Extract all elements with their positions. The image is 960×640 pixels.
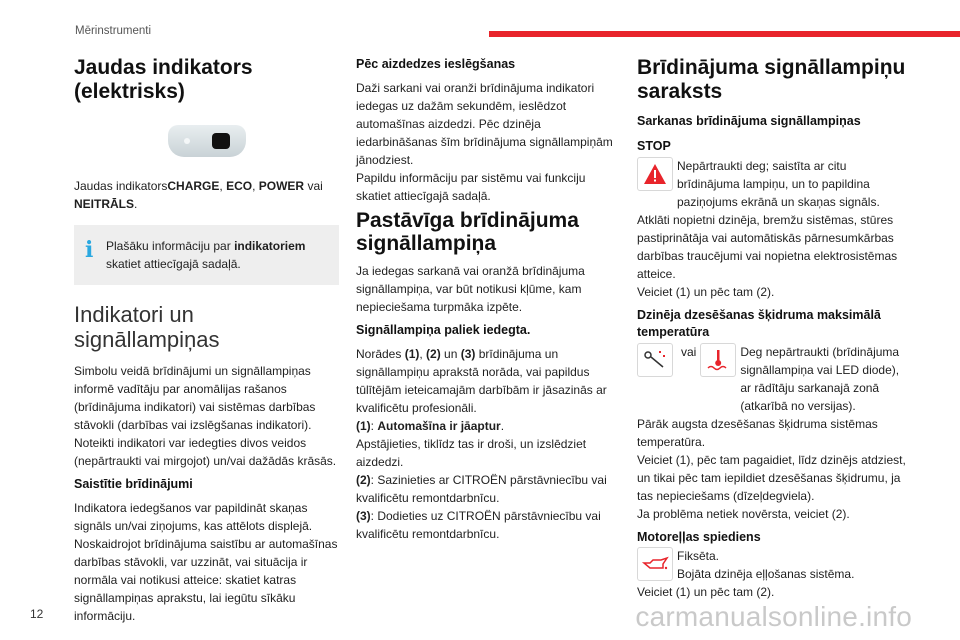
- power-gauge-image: [168, 125, 246, 157]
- related-warnings-title: Saistītie brīdinājumi: [74, 477, 193, 492]
- coolant-text-1: Deg nepārtraukti (brīdinājuma signāllampiņa vai LED diode), ar rādītāju sarkanajā zonā (atkarībā no versijas).: [740, 344, 900, 413]
- info-box: [74, 225, 339, 285]
- ignition-title: Pēc aizdedzes ieslēgšanas: [356, 57, 516, 71]
- stop-text-2: Atklāti nopietni dzinēja, bremžu sistēmas, stūres pastiprinātāja vai automātiskās pārnesumkārbas darbības traucējumi vai nopietna elektrosistēmas atteice.: [637, 212, 898, 281]
- oil-text-3: Veiciet (1) un pēc tam (2).: [637, 585, 775, 600]
- oil-pressure-icon: [637, 547, 673, 581]
- stop-text-3: Veiciet (1) un pēc tam (2).: [637, 284, 775, 299]
- coolant-text-4: Ja problēma netiek novērsta, veiciet (2).: [637, 506, 850, 521]
- warning-list-title: Brīdinājuma signāllampiņu saraksts: [637, 56, 906, 103]
- coolant-text-3: Veiciet (1), pēc tam pagaidiet, līdz dzinējs atdziest, un tikai pēc tam iepildiet dzesēšanas šķidrumu, ja tas nepieciešams (dīzeļdegviela).: [637, 452, 906, 503]
- column-3: [637, 52, 907, 601]
- coolant-led-icon: [637, 343, 673, 377]
- related-warnings-text: Indikatora iedegšanos var papildināt skaņas signāls un/vai ziņojums, kas attēlots displejā. Noskaidrojot brīdinājuma saistību ar automašīnas darbības stāvokli, var uzzināt, vai situācija ir normāla vai notikusi atteice: skatiet katras signāllampiņas aprakstu, lai iegūtu sīkāku informāciju.: [74, 501, 338, 624]
- red-warnings-title: Sarkanas brīdinājuma signāllampiņas: [637, 114, 861, 129]
- permanent-warning-text: Ja iedegas sarkanā vai oranžā brīdinājuma signāllampiņa, var būt notikusi kļūme, kam nepieciešama turpmāka izpēte.: [356, 263, 585, 314]
- power-indicator-text: Jaudas indikatorsCHARGE, ECO, POWER vai NEITRĀLS.: [74, 179, 323, 212]
- stop-row: [637, 157, 907, 211]
- reference-3: (3): Dodieties uz CITROËN pārstāvniecību vai kvalificētu remontdarbnīcu.: [356, 508, 601, 541]
- coolant-or: vai: [681, 344, 697, 359]
- oil-text-1: Fiksēta. Bojāta dzinēja eļļošanas sistēma.: [677, 549, 855, 582]
- ignition-text: Daži sarkani vai oranži brīdinājuma indikatori iedegas uz dažām sekundēm, ieslēdzot automašīnas aizdedzi. Pēc dzinēja iedarbināšanas šīm brīdinājuma signāllampiņām jānodziest.: [356, 80, 613, 167]
- power-indicator-title: Jaudas indikators (elektrisks): [74, 56, 253, 103]
- coolant-text-2: Pārāk augsta dzesēšanas šķidruma sistēmas temperatūra.: [637, 416, 878, 449]
- lamp-stays-on-title: Signāllampiņa paliek iedegta.: [356, 322, 531, 337]
- gauge-dot-icon: [184, 138, 190, 144]
- watermark: carmanualsonline.info: [635, 601, 912, 632]
- reference-1: (1): Automašīna ir jāaptur.: [356, 418, 505, 433]
- header-accent-bar: [489, 31, 960, 37]
- stop-text-1: Nepārtraukti deg; saistīta ar citu brīdinājuma lampiņu, un to papildina paziņojums ekrānā un skaņas signāls.: [677, 158, 880, 209]
- coolant-temperature-icon: [700, 343, 736, 377]
- ignition-text-2: Papildu informāciju par sistēmu vai funkciju skatiet attiecīgajā sadaļā.: [356, 170, 586, 203]
- stop-title: STOP: [637, 138, 671, 153]
- column-1: [74, 52, 339, 625]
- permanent-warning-title: Pastāvīga brīdinājuma signāllampiņa: [356, 208, 579, 256]
- info-icon: i: [85, 237, 94, 264]
- info-text: Plašāku informāciju par indikatoriem skatiet attiecīgajā sadaļā.: [106, 239, 306, 272]
- column-2: [356, 52, 618, 543]
- lamp-stays-on-text: Norādes (1), (2) un (3) brīdinājuma un signāllampiņu aprakstā norāda, vai papildus tūlītējām ieteicamajām darbībām ir jāsazinās ar kvalificētu profesionāli.: [356, 346, 607, 415]
- gauge-needle-icon: [212, 133, 230, 149]
- page-number: 12: [30, 607, 44, 621]
- stop-warning-icon: [637, 157, 673, 191]
- indicators-section-title: Indikatori un signāllampiņas: [74, 302, 220, 352]
- reference-1-text: Apstājieties, tiklīdz tas ir droši, un izslēdziet aizdedzi.: [356, 436, 587, 469]
- oil-row: [637, 547, 907, 583]
- section-label: Mērinstrumenti: [75, 25, 152, 37]
- coolant-row: [637, 343, 907, 415]
- indicators-section-text: Simbolu veidā brīdinājumi un signāllampiņas informē vadītāju par anomālijas rašanos (brīdinājuma indikatori) vai sistēmas darbības stāvokli (darbības vai izslēgšanas indikatori). Noteikti indikatori var iedegties divos veidos (nepārtraukti vai mirgojot) un/vai dažādās krāsās.: [74, 364, 337, 469]
- reference-2: (2): Sazinieties ar CITROËN pārstāvniecību vai kvalificētu remontdarbnīcu.: [356, 472, 607, 505]
- oil-pressure-title: Motoreļļas spiediens: [637, 529, 761, 544]
- coolant-title: Dzinēja dzesēšanas šķidruma maksimālā temperatūra: [637, 307, 881, 339]
